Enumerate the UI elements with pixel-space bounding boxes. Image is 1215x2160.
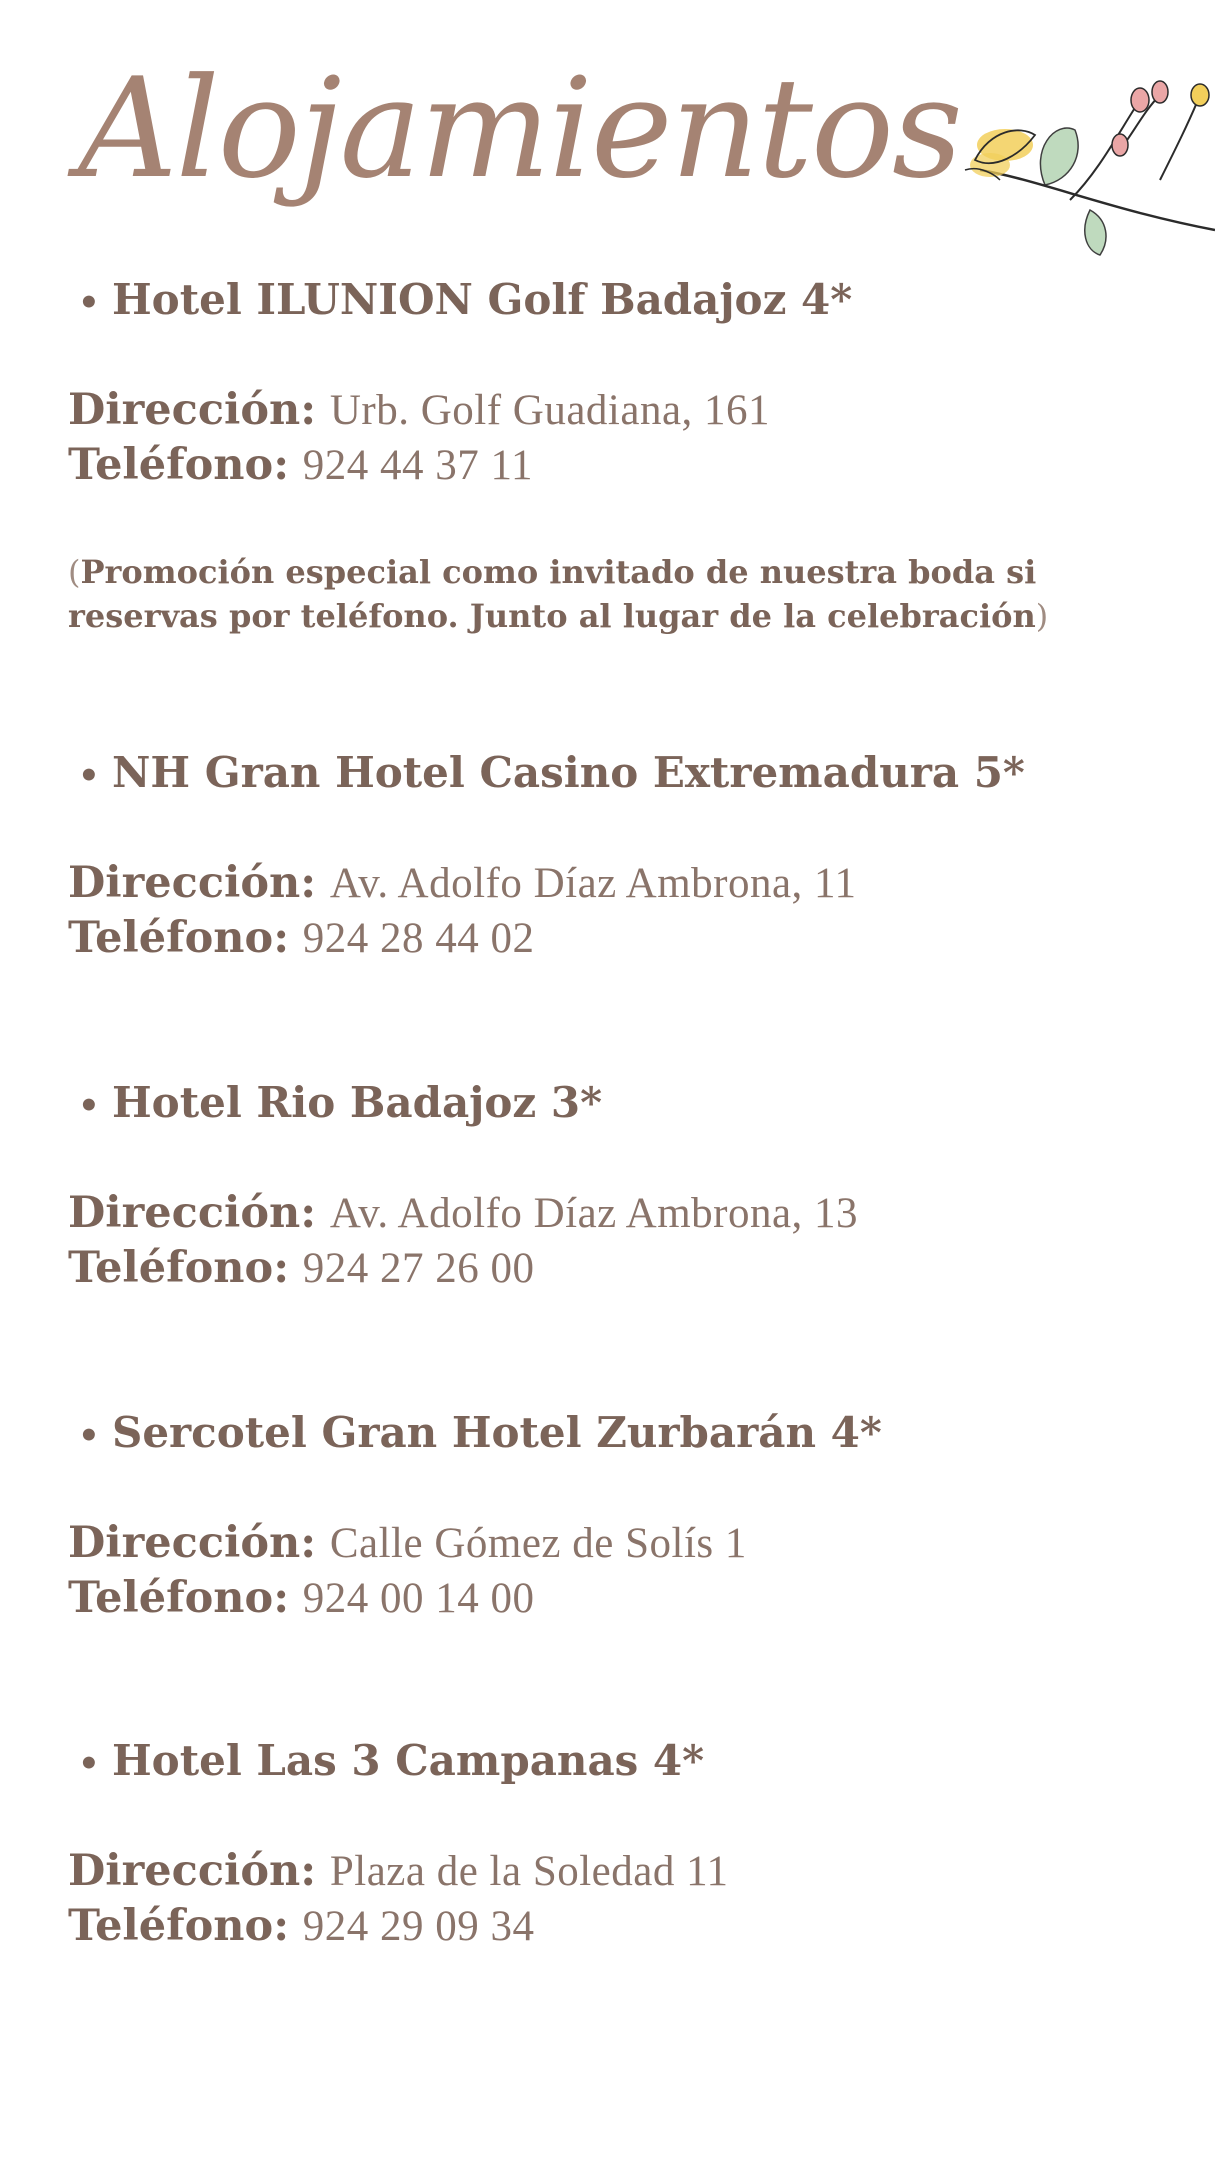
hotel-name: • NH Gran Hotel Casino Extremadura 5* bbox=[78, 748, 1025, 797]
phone-label: Teléfono: bbox=[68, 440, 290, 490]
phone-line bbox=[68, 440, 533, 492]
address-value: Plaza de la Soledad 11 bbox=[329, 1848, 729, 1895]
address-label: Dirección: bbox=[68, 1518, 317, 1568]
phone-label: Teléfono: bbox=[68, 1573, 290, 1623]
address-line bbox=[68, 1188, 858, 1240]
yellow-flower-icon bbox=[965, 129, 1035, 180]
hotel-name: • Sercotel Gran Hotel Zurbarán 4* bbox=[78, 1408, 882, 1457]
phone-value: 924 44 37 11 bbox=[302, 442, 533, 489]
note-text: Promoción especial como invitado de nuestra boda si reservas por teléfono. Junto al lugar de la celebración bbox=[68, 553, 1037, 635]
phone-value: 924 29 09 34 bbox=[302, 1903, 535, 1950]
page-title: Alojamientos bbox=[78, 48, 961, 209]
hotel-name-text: NH Gran Hotel Casino Extremadura 5* bbox=[112, 748, 1025, 797]
address-value: Calle Gómez de Solís 1 bbox=[329, 1520, 747, 1567]
promotion-note bbox=[68, 550, 1168, 638]
phone-label: Teléfono: bbox=[68, 913, 290, 963]
address-value: Av. Adolfo Díaz Ambrona, 13 bbox=[329, 1190, 859, 1237]
address-value: Urb. Golf Guadiana, 161 bbox=[329, 387, 771, 434]
hotel-name: • Hotel Las 3 Campanas 4* bbox=[78, 1736, 705, 1785]
note-open-paren: ( bbox=[68, 553, 81, 591]
phone-label: Teléfono: bbox=[68, 1901, 290, 1951]
hotel-name-text: Sercotel Gran Hotel Zurbarán 4* bbox=[112, 1408, 882, 1457]
phone-line bbox=[68, 1243, 535, 1295]
phone-line bbox=[68, 1573, 535, 1625]
address-line bbox=[68, 385, 770, 437]
address-label: Dirección: bbox=[68, 385, 317, 435]
address-line bbox=[68, 1518, 747, 1570]
address-line bbox=[68, 1846, 729, 1898]
phone-value: 924 28 44 02 bbox=[302, 915, 535, 962]
address-line bbox=[68, 858, 856, 910]
phone-value: 924 00 14 00 bbox=[302, 1575, 535, 1622]
hotel-name-text: Hotel ILUNION Golf Badajoz 4* bbox=[112, 275, 853, 324]
address-value: Av. Adolfo Díaz Ambrona, 11 bbox=[329, 860, 857, 907]
hotel-name: • Hotel Rio Badajoz 3* bbox=[78, 1078, 603, 1127]
address-label: Dirección: bbox=[68, 858, 317, 908]
hotel-name-text: Hotel Rio Badajoz 3* bbox=[112, 1078, 603, 1127]
note-close-paren: ) bbox=[1035, 597, 1049, 635]
address-label: Dirección: bbox=[68, 1846, 317, 1896]
hotel-name: • Hotel ILUNION Golf Badajoz 4* bbox=[78, 275, 853, 324]
address-label: Dirección: bbox=[68, 1188, 317, 1238]
pink-bud-icon bbox=[1112, 81, 1209, 156]
hotel-name-text: Hotel Las 3 Campanas 4* bbox=[112, 1736, 705, 1785]
flower-branch-icon bbox=[960, 70, 1215, 270]
phone-label: Teléfono: bbox=[68, 1243, 290, 1293]
phone-line bbox=[68, 1901, 535, 1953]
phone-line bbox=[68, 913, 535, 965]
phone-value: 924 27 26 00 bbox=[302, 1245, 535, 1292]
